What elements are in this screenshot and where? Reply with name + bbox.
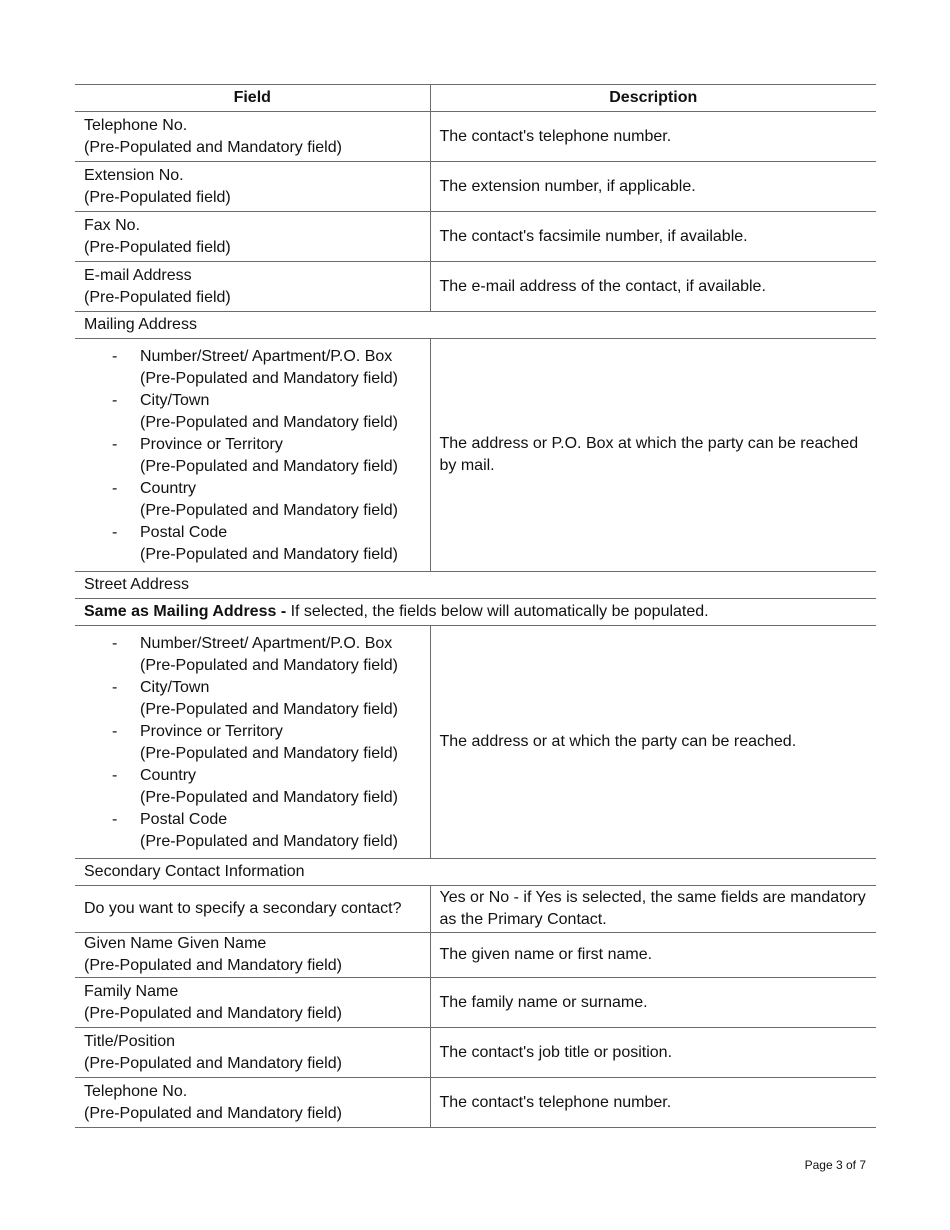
field-name: Telephone No. [84, 116, 188, 134]
description-cell: The contact's job title or position. [430, 1028, 876, 1078]
field-name: Title/Position [84, 1032, 175, 1050]
list-dash: - [112, 524, 118, 541]
list-item [84, 765, 421, 809]
list-item [84, 809, 421, 853]
description-cell: The extension number, if applicable. [430, 162, 876, 212]
section-title-secondary: Secondary Contact Information [75, 859, 876, 886]
table-row [75, 978, 876, 1028]
field-name: Fax No. [84, 216, 141, 234]
street-address-list [84, 631, 421, 853]
list-item [84, 721, 421, 765]
same-as-mailing-row [75, 599, 876, 626]
list-dash: - [112, 635, 118, 652]
same-as-mailing-text: If selected, the fields below will automatically be populated. [286, 603, 709, 620]
table-row [75, 1078, 876, 1128]
section-row-street [75, 572, 876, 599]
table-header-row [75, 85, 876, 112]
section-title-street: Street Address [75, 572, 876, 599]
description-cell: The contact's telephone number. [430, 1078, 876, 1128]
description-cell: The given name or first name. [430, 933, 876, 978]
list-item [84, 434, 421, 478]
table-row [75, 162, 876, 212]
same-as-mailing-label: Same as Mailing Address - [84, 603, 287, 620]
field-name: E-mail Address [84, 266, 192, 284]
mailing-address-row [75, 339, 876, 572]
list-item [84, 478, 421, 522]
table-row [75, 1028, 876, 1078]
list-dash: - [112, 436, 118, 453]
address-fields-cell [75, 339, 430, 572]
item-note: (Pre-Populated and Mandatory field) [140, 745, 398, 762]
list-item [84, 633, 421, 677]
list-dash: - [112, 723, 118, 740]
list-item [84, 346, 421, 390]
list-dash: - [112, 767, 118, 784]
description-cell: The contact's facsimile number, if available. [430, 212, 876, 262]
field-name: Extension No. [84, 166, 184, 184]
field-cell [75, 162, 430, 212]
item-note: (Pre-Populated and Mandatory field) [140, 546, 398, 563]
field-note: (Pre-Populated field) [84, 288, 231, 306]
field-note: (Pre-Populated field) [84, 238, 231, 256]
field-note: (Pre-Populated and Mandatory field) [84, 1054, 342, 1072]
list-dash: - [112, 480, 118, 497]
list-item [84, 390, 421, 434]
field-note: (Pre-Populated and Mandatory field) [84, 957, 342, 974]
field-cell [75, 1028, 430, 1078]
item-note: (Pre-Populated and Mandatory field) [140, 657, 398, 674]
page-number: Page 3 of 7 [804, 1158, 866, 1172]
section-title-mailing: Mailing Address [75, 312, 876, 339]
item-note: (Pre-Populated and Mandatory field) [140, 701, 398, 718]
item-note: (Pre-Populated and Mandatory field) [140, 502, 398, 519]
description-cell: The contact's telephone number. [430, 112, 876, 162]
item-name: Postal Code [140, 524, 228, 541]
header-description: Description [430, 85, 876, 112]
item-name: Number/Street/ Apartment/P.O. Box [140, 348, 393, 365]
field-note: (Pre-Populated and Mandatory field) [84, 138, 342, 156]
list-dash: - [112, 392, 118, 409]
item-name: Number/Street/ Apartment/P.O. Box [140, 635, 393, 652]
description-cell: The e-mail address of the contact, if available. [430, 262, 876, 312]
field-name: Family Name [84, 982, 179, 1000]
item-note: (Pre-Populated and Mandatory field) [140, 414, 398, 431]
item-note: (Pre-Populated and Mandatory field) [140, 458, 398, 475]
table-row [75, 933, 876, 978]
section-row-mailing [75, 312, 876, 339]
item-name: City/Town [140, 392, 210, 409]
item-name: Country [140, 767, 197, 784]
item-note: (Pre-Populated and Mandatory field) [140, 789, 398, 806]
list-dash: - [112, 679, 118, 696]
field-cell [75, 212, 430, 262]
table-row [75, 886, 876, 933]
address-fields-cell [75, 626, 430, 859]
table-row [75, 112, 876, 162]
item-name: Postal Code [140, 811, 228, 828]
field-cell [75, 886, 430, 933]
description-cell: The family name or surname. [430, 978, 876, 1028]
mailing-description-cell: The address or P.O. Box at which the party can be reached by mail. [430, 339, 876, 572]
street-address-row [75, 626, 876, 859]
field-description-table [75, 84, 876, 1128]
list-dash: - [112, 811, 118, 828]
item-name: Province or Territory [140, 723, 283, 740]
item-note: (Pre-Populated and Mandatory field) [140, 833, 398, 850]
table-row [75, 212, 876, 262]
field-note: (Pre-Populated and Mandatory field) [84, 1104, 342, 1122]
item-name: Country [140, 480, 197, 497]
same-as-mailing-cell [75, 599, 876, 626]
mailing-address-list [84, 344, 421, 566]
field-cell [75, 933, 430, 978]
list-item [84, 677, 421, 721]
field-name: Given Name Given Name [84, 935, 267, 952]
street-description-cell: The address or at which the party can be reached. [430, 626, 876, 859]
field-name: Telephone No. [84, 1082, 188, 1100]
item-note: (Pre-Populated and Mandatory field) [140, 370, 398, 387]
field-cell [75, 112, 430, 162]
item-name: Province or Territory [140, 436, 283, 453]
field-cell [75, 1078, 430, 1128]
table-row [75, 262, 876, 312]
section-row-secondary [75, 859, 876, 886]
list-item [84, 522, 421, 566]
description-cell: Yes or No - if Yes is selected, the same fields are mandatory as the Primary Contact. [430, 886, 876, 933]
field-name: Do you want to specify a secondary contact? [84, 900, 402, 917]
field-note: (Pre-Populated field) [84, 188, 231, 206]
item-name: City/Town [140, 679, 210, 696]
field-cell [75, 262, 430, 312]
header-field: Field [75, 85, 430, 112]
field-cell [75, 978, 430, 1028]
field-note: (Pre-Populated and Mandatory field) [84, 1004, 342, 1022]
list-dash: - [112, 348, 118, 365]
